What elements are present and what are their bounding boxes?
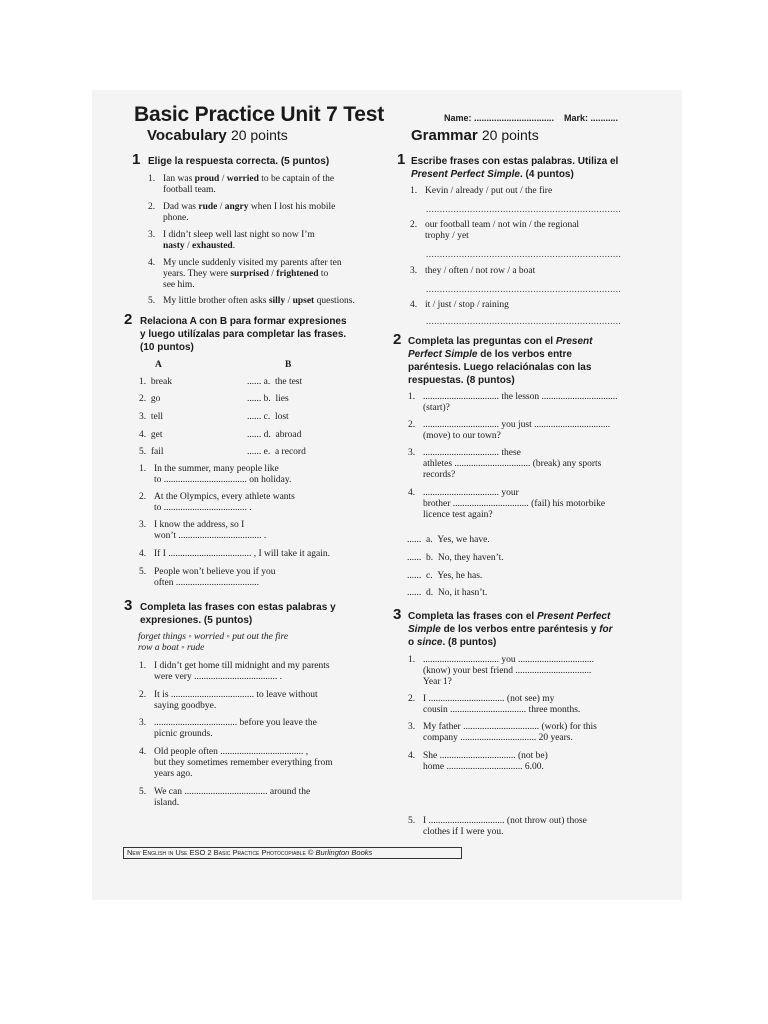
grammar-ex2-item-3: 3. ................................ these athletes ................................ (break) any sports records? <box>408 448 602 480</box>
match-answer: ...... d. abroad <box>247 430 302 440</box>
vocab-ex3-item-2: 2. It is ................................... to leave without saying goodbye. <box>139 690 318 711</box>
vocab-ex1-item-1: 1. Ian was proud / worried to be captain of the football team. <box>148 174 335 195</box>
page-title: Basic Practice Unit 7 Test <box>134 103 385 126</box>
grammar-ex1-item-2: 2. our football team / not win / the regional trophy / yet <box>410 220 580 241</box>
answer-option-d: ...... d. No, it hasn’t. <box>407 588 488 598</box>
grammar-ex2-instruction: Completa las preguntas con el Present Perfect Simple de los verbos entre paréntesis. Luego relaciónalas con las respuestas. (8 puntos) <box>408 336 593 386</box>
match-row: 1. break <box>139 377 172 387</box>
grammar-ex2-item-1: 1. ................................ the lesson ................................ (start)? <box>408 392 618 413</box>
match-row: 3. tell <box>139 412 164 422</box>
vocab-ex2-item-3: 3. I know the address, so I won’t ................................... . <box>139 520 267 541</box>
vocabulary-heading: Vocabulary 20 points <box>147 127 288 144</box>
column-a-header: A <box>155 360 162 370</box>
grammar-ex2-item-4: 4. ................................ your brother ................................ (fail) his motorbike licence test again? <box>408 488 606 520</box>
answer-line: ....................................................................... <box>426 316 622 326</box>
vocab-ex2-number: 2 <box>124 311 133 328</box>
grammar-ex2-number: 2 <box>393 331 402 348</box>
answer-option-a: ...... a. Yes, we have. <box>407 535 490 545</box>
grammar-ex3-instruction: Completa las frases con el Present Perfect Simple de los verbos entre paréntesis y for o since. (8 puntos) <box>408 611 613 648</box>
vocab-ex2-item-4: 4. If I ................................... , I will take it again. <box>139 549 330 559</box>
word-bank: forget things ◦ worried ◦ put out the fire row a boat ◦ rude <box>138 632 289 653</box>
match-answer: ...... a. the test <box>247 377 303 387</box>
match-answer: ...... e. a record <box>247 447 306 457</box>
grammar-ex3-item-3: 3. My father ................................ (work) for this company ................................ 20 years. <box>408 722 597 743</box>
vocab-ex2-instruction: Relaciona A con B para formar expresiones y luego utilízalas para completar las frases. (10 puntos) <box>140 316 347 353</box>
grammar-ex3-item-4: 4. She ................................ (not be) home ................................ 6.00. <box>408 751 548 772</box>
grammar-ex3-item-2: 2. I ................................ (not see) my cousin ................................ three months. <box>408 694 581 715</box>
vocab-ex3-instruction: Completa las frases con estas palabras y expresiones. (5 puntos) <box>140 602 336 626</box>
name-label: Name: ................................ <box>444 113 555 123</box>
vocab-ex1-item-2: 2. Dad was rude / angry when I lost his mobile phone. <box>148 202 336 223</box>
answer-line: ....................................................................... <box>426 249 622 259</box>
grammar-ex2-item-2: 2. ................................ you just ................................ (move) to our town? <box>408 420 611 441</box>
grammar-ex3-number: 3 <box>393 606 402 623</box>
grammar-ex3-item-1: 1. ................................ you ................................ (know) your best friend ................................ Year 1? <box>408 655 594 687</box>
grammar-ex3-item-5: 5. I ................................ (not throw out) those clothes if I were you. <box>408 816 587 837</box>
grammar-ex1-instruction: Escribe frases con estas palabras. Utiliza el Present Perfect Simple. (4 puntos) <box>411 156 619 180</box>
mark-label: Mark: ........... <box>564 113 619 123</box>
grammar-ex1-item-4: 4. it / just / stop / raining <box>410 300 509 310</box>
grammar-ex1-item-3: 3. they / often / not row / a boat <box>410 266 536 276</box>
vocab-ex1-item-5: 5. My little brother often asks silly / upset questions. <box>148 296 355 306</box>
vocab-ex1-item-4: 4. My uncle suddenly visited my parents after ten years. They were surprised / frightened to see him. <box>148 258 342 290</box>
match-row: 5. fail <box>139 447 164 457</box>
vocab-ex2-item-2: 2. At the Olympics, every athlete wants to ................................... . <box>139 492 295 513</box>
vocab-ex2-item-1: 1. In the summer, many people like to ................................... on holiday. <box>139 464 292 485</box>
grammar-ex1-number: 1 <box>397 151 406 168</box>
vocab-ex2-item-5: 5. People won’t believe you if you often ................................... <box>139 567 276 588</box>
match-answer: ...... c. lost <box>247 412 289 422</box>
answer-option-c: ...... c. Yes, he has. <box>407 571 483 581</box>
answer-line: ....................................................................... <box>426 284 622 294</box>
vocab-ex1-item-3: 3. I didn’t sleep well last night so now I’m nasty / exhausted. <box>148 230 315 251</box>
grammar-heading: Grammar 20 points <box>411 127 539 144</box>
grammar-ex1-item-1: 1. Kevin / already / put out / the fire <box>410 186 553 196</box>
page-footer: New English in Use ESO 2 Basic Practice Photocopiable © Burlington Books <box>123 847 462 859</box>
vocab-ex1-number: 1 <box>132 151 141 168</box>
vocab-ex3-item-1: 1. I didn’t get home till midnight and my parents were very ................................... . <box>139 661 330 682</box>
match-answer: ...... b. lies <box>247 394 289 404</box>
vocab-ex3-item-4: 4. Old people often ................................... , but they sometimes remember everything from years ago. <box>139 747 333 779</box>
match-row: 4. get <box>139 430 163 440</box>
vocab-ex3-item-3: 3. ................................... before you leave the picnic grounds. <box>139 718 317 739</box>
vocab-ex3-item-5: 5. We can ................................... around the island. <box>139 787 311 808</box>
column-b-header: B <box>285 360 292 370</box>
vocab-ex1-instruction: Elige la respuesta correcta. (5 puntos) <box>148 156 330 167</box>
name-mark-line <box>444 113 618 123</box>
match-row: 2. go <box>139 394 161 404</box>
answer-option-b: ...... b. No, they haven’t. <box>407 553 504 563</box>
answer-line: ....................................................................... <box>426 204 622 214</box>
vocab-ex3-number: 3 <box>124 597 133 614</box>
